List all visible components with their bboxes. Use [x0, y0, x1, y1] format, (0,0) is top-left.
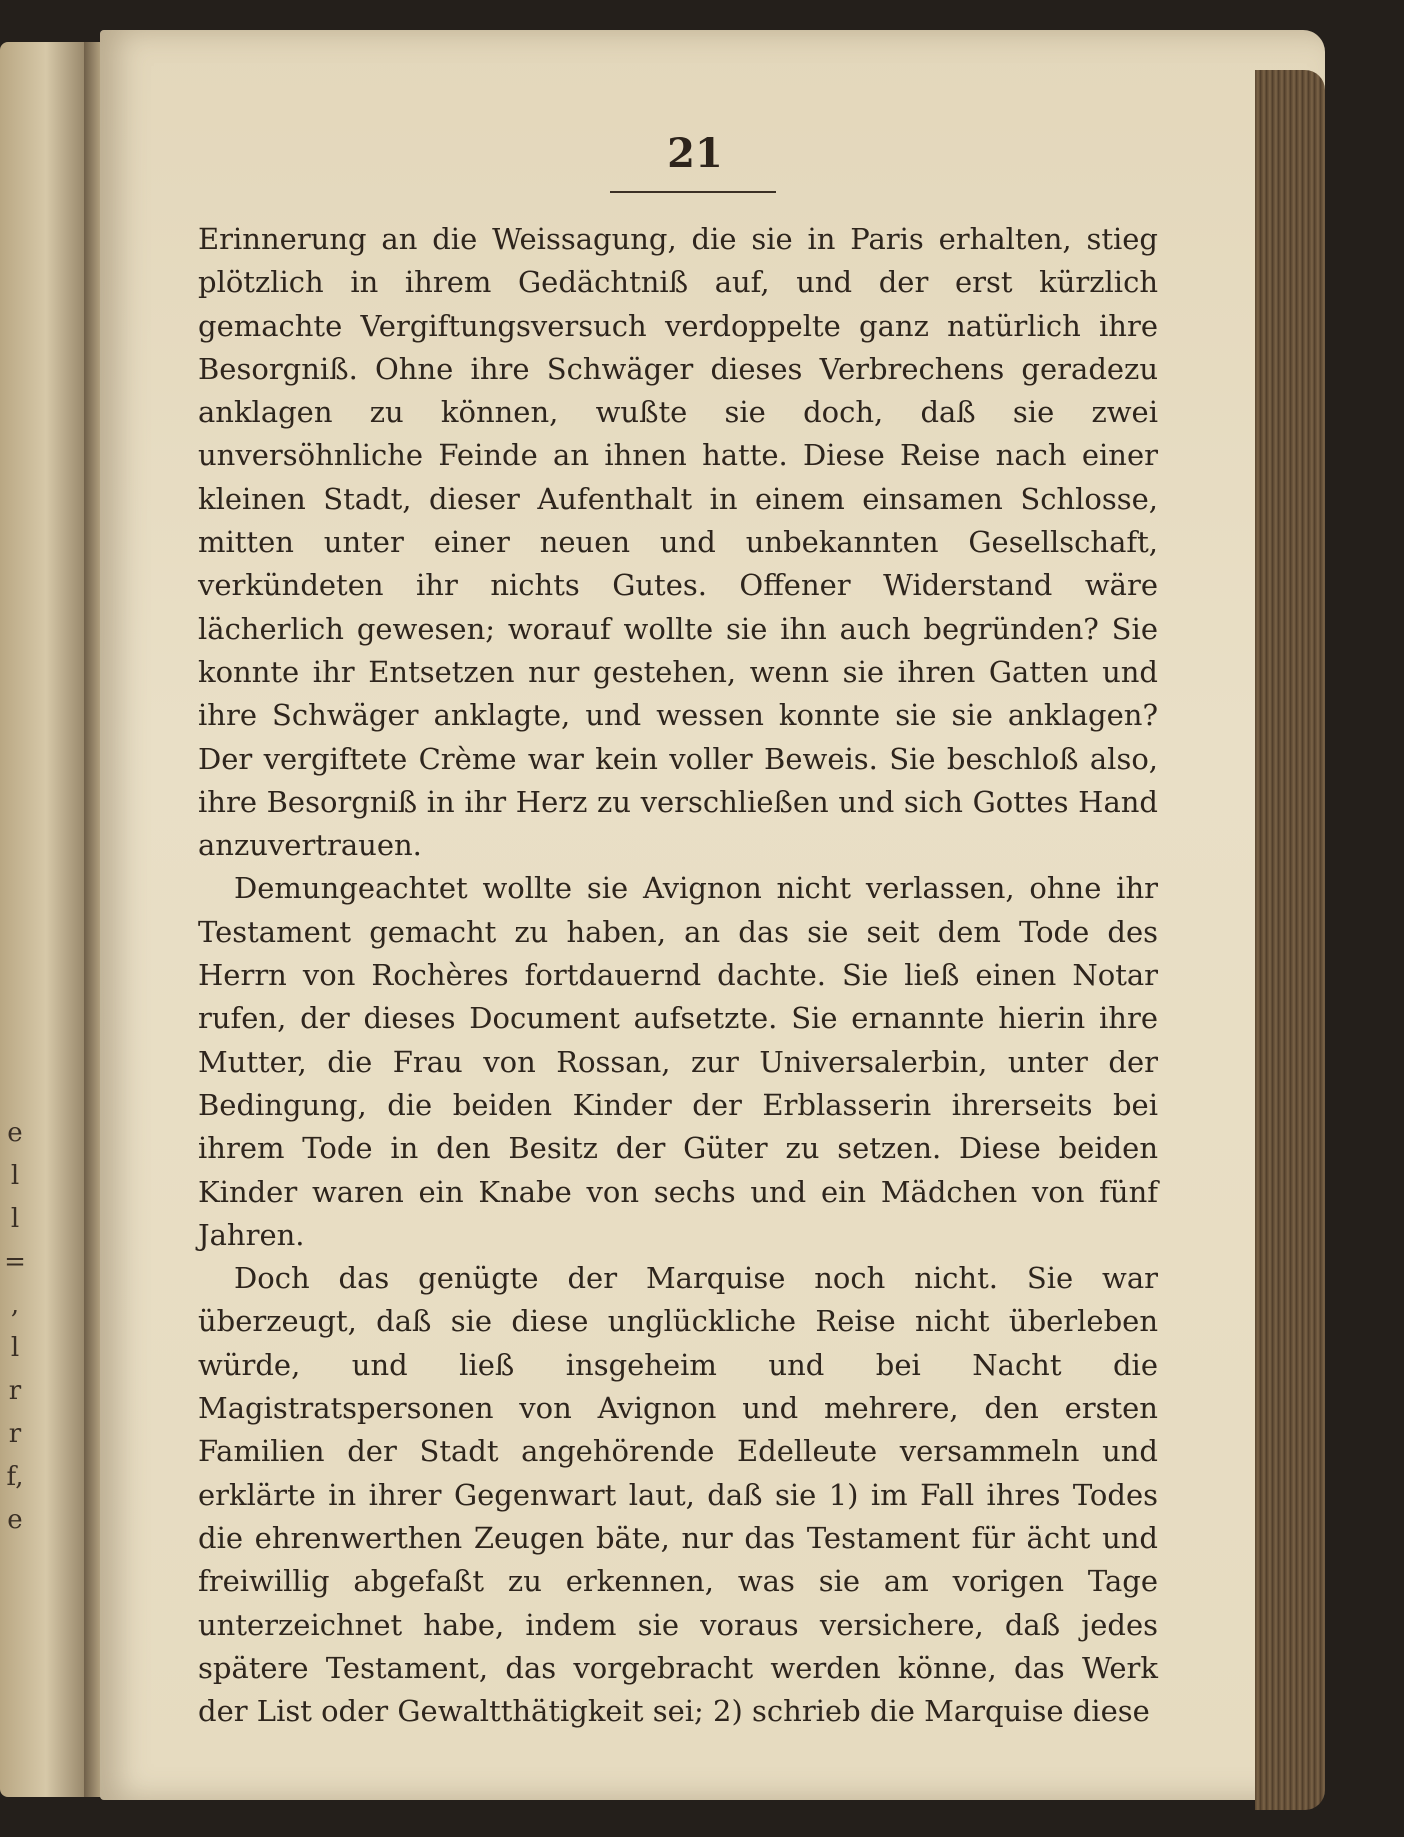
left-fragment: l: [10, 1204, 20, 1234]
paragraph: Demungeachtet wollte sie Avignon nicht verlassen, ohne ihr Testament gemacht zu haben, an das sie seit dem Tode des Herrn von Rochères fortdauernd dachte. Sie ließ einen Notar rufen, der dieses Document aufsetzte. Sie ernannte hierin ihre Mutter, die Frau von Rossan, zur Universalerbin, unter der Bedingung, die beiden Kinder der Erblasserin ihrerseits bei ihrem Tode in den Besitz der Güter zu setzen. Diese beiden Kinder waren ein Knabe von sechs und ein Mädchen von fünf Jahren.: [198, 871, 1158, 1252]
left-fragment: =: [4, 1247, 26, 1277]
page-number-rule: [610, 191, 776, 193]
left-page-text-fragments: [0, 1112, 30, 1542]
page-edge-stack: [1255, 70, 1325, 1810]
left-fragment: l: [10, 1161, 20, 1191]
left-fragment: l: [10, 1333, 20, 1363]
left-fragment: e: [7, 1505, 23, 1535]
left-fragment: ,: [10, 1290, 20, 1320]
left-fragment: e: [7, 1118, 23, 1148]
left-fragment: f,: [6, 1462, 24, 1492]
left-fragment: r: [8, 1376, 22, 1406]
left-fragment: r: [8, 1419, 22, 1449]
page-number: 21: [667, 130, 723, 177]
left-page-edge: [0, 42, 92, 1797]
body-text: [198, 218, 1158, 1733]
paragraph: Doch das genügte der Marquise noch nicht. Sie war überzeugt, daß sie diese unglückliche Reise nicht überleben würde, und ließ insgeheim und bei Nacht die Magistratspersonen von Avignon und mehrere, den ersten Familien der Stadt angehörende Edelleute versammeln und erklärte in ihrer Gegenwart laut, daß sie 1) im Fall ihres Todes die ehrenwerthen Zeugen bäte, nur das Testament für ächt und freiwillig abgefaßt zu erkennen, was sie am vorigen Tage unterzeichnet habe, indem sie voraus versichere, daß jedes spätere Testament, das vorgebracht werden könne, das Werk der List oder Gewaltthätigkeit sei; 2) schrieb die Marquise diese: [198, 1261, 1158, 1729]
paragraph: Erinnerung an die Weissagung, die sie in Paris erhalten, stieg plötzlich in ihrem Gedächtniß auf, und der erst kürzlich gemachte Vergiftungsversuch verdoppelte ganz natürlich ihre Besorgniß. Ohne ihre Schwäger dieses Verbrechens geradezu anklagen zu können, wußte sie doch, daß sie zwei unversöhnliche Feinde an ihnen hatte. Diese Reise nach einer kleinen Stadt, dieser Aufenthalt in einem einsamen Schlosse, mitten unter einer neuen und unbekannten Gesellschaft, verkündeten ihr nichts Gutes. Offener Widerstand wäre lächerlich gewesen; worauf wollte sie ihn auch begründen? Sie konnte ihr Entsetzen nur gestehen, wenn sie ihren Gatten und ihre Schwäger anklagte, und wessen konnte sie sie anklagen? Der vergiftete Crème war kein voller Beweis. Sie beschloß also, ihre Besorgniß in ihr Herz zu verschließen und sich Gottes Hand anzuvertrauen.: [198, 222, 1158, 863]
